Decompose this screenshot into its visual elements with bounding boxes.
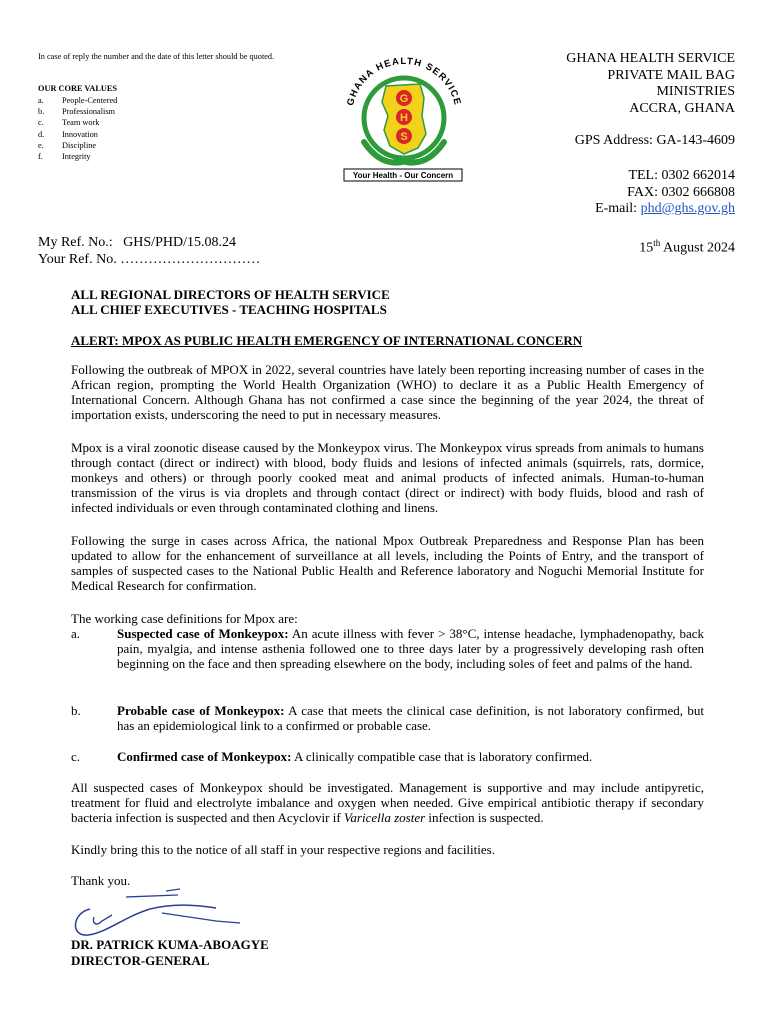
signatory-title: DIRECTOR-GENERAL <box>71 952 210 968</box>
email-line: E-mail: phd@ghs.gov.gh <box>595 201 735 216</box>
addressee-line: ALL REGIONAL DIRECTORS OF HEALTH SERVICE <box>71 287 390 302</box>
core-value-item: b. Professionalism <box>38 107 116 117</box>
case-definition-probable: b. Probable case of Monkeypox: A case that meets the clinical case definition, is not laboratory confirmed, but has an epidemiological link to a confirmed or probable case. <box>71 703 704 733</box>
letter-date: 15th August 2024 <box>639 238 735 256</box>
body-paragraph: Following the outbreak of MPOX in 2022, several countries have lately been reporting increasing number of cases in the African region, prompting the World Health Organization (WHO) to declare it as a Public Health Emergency of International Concern. Although Ghana has not confirmed a case since the beginning of the year 2024, the threat of importation exists, underscoring the need to put in necessary measures. <box>71 362 704 422</box>
core-value-item: c. Team work <box>38 118 100 128</box>
case-definition-suspected: a. Suspected case of Monkeypox: An acute illness with fever > 38°C, intense headache, lymphadenopathy, back pain, myalgia, and intense asthenia followed one to three days later by a progressively developing rash often beginning on the face and then spreading elsewhere on the body, including soles of feet and palms of the hand. <box>71 626 704 671</box>
core-value-item: e. Discipline <box>38 140 97 150</box>
core-value-item: f. Integrity <box>38 152 91 162</box>
logo-letter-g: G <box>399 93 409 105</box>
address-line: ACCRA, GHANA <box>629 100 735 116</box>
body-paragraph: Following the surge in cases across Africa, the national Mpox Outbreak Preparedness and Response Plan has been updated to allow for the enhancement of surveillance at all levels, including the Points of Entry, and the transport of samples of suspected cases to the National Public Health and Reference laboratory and Noguchi Memorial Institute for Medical Research for confirmation. <box>71 533 704 593</box>
case-definition-confirmed: c. Confirmed case of Monkeypox: A clinically compatible case that is laboratory confirmed. <box>71 749 593 764</box>
addressee-line: ALL CHIEF EXECUTIVES - TEACHING HOSPITALS <box>71 302 387 317</box>
logo-ring-text: GHANA HEALTH SERVICE <box>345 55 463 107</box>
logo-letter-s: S <box>400 131 408 143</box>
subject-line: ALERT: MPOX AS PUBLIC HEALTH EMERGENCY OF INTERNATIONAL CONCERN <box>71 333 583 348</box>
telephone: TEL: 0302 662014 <box>628 168 735 183</box>
body-paragraph: Kindly bring this to the notice of all staff in your respective regions and facilities. <box>71 842 495 857</box>
body-paragraph: Mpox is a viral zoonotic disease caused by the Monkeypox virus. The Monkeypox virus spreads from animals to humans through contact (direct or indirect) with blood, body fluids and lesions of infected animals (squirrels, rats, dormice, monkeys and others) or through poorly cooked meat and animal products of infected animals. Human-to-human transmission of the virus is via droplets and through contact (direct or indirect) with body fluids, blood and rash of infected individuals or even through contaminated clothing and linens. <box>71 440 704 515</box>
case-definitions-intro: The working case definitions for Mpox are: <box>71 611 298 626</box>
core-value-item: a. People-Centered <box>38 96 118 105</box>
my-ref: My Ref. No.: GHS/PHD/15.08.24 <box>38 235 236 250</box>
core-value-item: d. Innovation <box>38 129 98 139</box>
logo-letter-h: H <box>400 112 408 124</box>
email-link[interactable]: phd@ghs.gov.gh <box>640 201 735 216</box>
ghs-logo <box>334 46 474 184</box>
address-line: MINISTRIES <box>656 84 735 99</box>
logo-tagline: Your Health - Our Concern <box>352 171 454 180</box>
office-address <box>566 51 735 150</box>
reply-note: In case of reply the number and the date of this letter should be quoted. <box>38 52 275 61</box>
body-paragraph: All suspected cases of Monkeypox should be investigated. Management is supportive and may include antipyretic, treatment for fluid and electrolyte imbalance and oxygen when needed. Give empirical antibiotic therapy if secondary bacteria infection is suspected and then Acyclovir if Varicella zoster infection is suspected. <box>71 780 704 825</box>
contact-block <box>595 168 735 218</box>
addressees <box>71 287 390 317</box>
signatory <box>71 937 269 968</box>
core-values-list <box>38 95 117 162</box>
fax: FAX: 0302 666808 <box>627 184 735 200</box>
reference-block <box>38 235 260 268</box>
signatory-name: DR. PATRICK KUMA-ABOAGYE <box>71 937 269 952</box>
address-line: PRIVATE MAIL BAG <box>607 67 735 83</box>
core-values-title: OUR CORE VALUES <box>38 84 117 93</box>
signature <box>66 883 276 943</box>
your-ref: Your Ref. No. ………………………… <box>38 251 261 267</box>
gps-address: GPS Address: GA-143-4609 <box>574 133 735 148</box>
thanks-line: Thank you. <box>71 873 131 888</box>
address-line: GHANA HEALTH SERVICE <box>566 51 735 66</box>
